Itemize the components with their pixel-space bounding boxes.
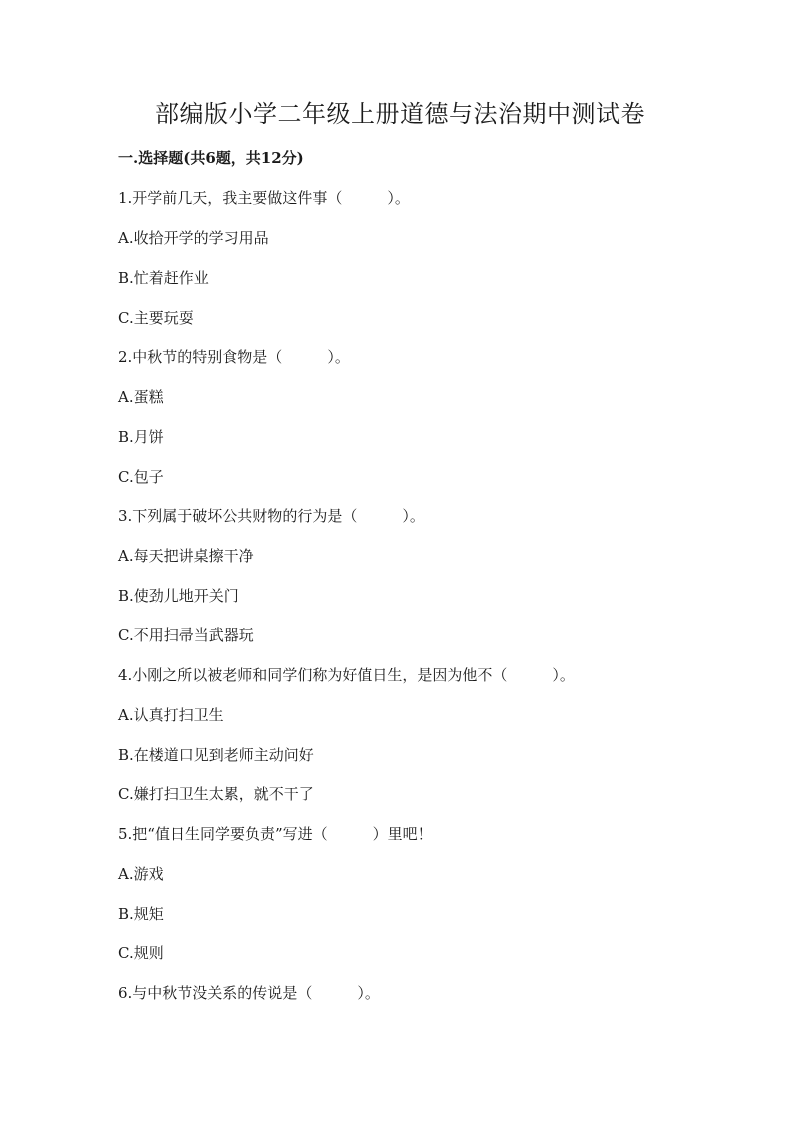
question-5-option-a: A.游戏 bbox=[118, 865, 164, 883]
question-1-option-b: B.忙着赶作业 bbox=[118, 269, 209, 287]
question-4-option-b: B.在楼道口见到老师主动问好 bbox=[118, 746, 314, 764]
question-3-option-c: C.不用扫帚当武器玩 bbox=[118, 626, 254, 644]
question-5-stem: 5.把“值日生同学要负责”写进（ ）里吧！ bbox=[118, 825, 433, 843]
question-3-option-b: B.使劲儿地开关门 bbox=[118, 587, 239, 605]
question-5-option-b: B.规矩 bbox=[118, 905, 164, 923]
page-title: 部编版小学二年级上册道德与法治期中测试卷 bbox=[155, 100, 645, 128]
question-4-stem: 4.小刚之所以被老师和同学们称为好值日生，是因为他不（ ）。 bbox=[118, 666, 575, 684]
question-1-stem: 1.开学前几天，我主要做这件事（ ）。 bbox=[118, 189, 410, 207]
question-2-stem: 2.中秋节的特别食物是（ ）。 bbox=[118, 348, 350, 366]
section-heading: 一.选择题(共6题，共12分) bbox=[118, 149, 304, 167]
question-1-option-c: C.主要玩耍 bbox=[118, 309, 194, 327]
question-4-option-a: A.认真打扫卫生 bbox=[118, 706, 224, 724]
question-3-option-a: A.每天把讲桌擦干净 bbox=[118, 547, 254, 565]
question-1-option-a: A.收拾开学的学习用品 bbox=[118, 229, 269, 247]
question-5-option-c: C.规则 bbox=[118, 944, 164, 962]
question-4-option-c: C.嫌打扫卫生太累，就不干了 bbox=[118, 785, 314, 803]
question-3-stem: 3.下列属于破坏公共财物的行为是（ ）。 bbox=[118, 507, 425, 525]
question-6-stem: 6.与中秋节没关系的传说是（ ）。 bbox=[118, 984, 380, 1002]
question-2-option-c: C.包子 bbox=[118, 468, 164, 486]
question-2-option-a: A.蛋糕 bbox=[118, 388, 164, 406]
question-2-option-b: B.月饼 bbox=[118, 428, 164, 446]
